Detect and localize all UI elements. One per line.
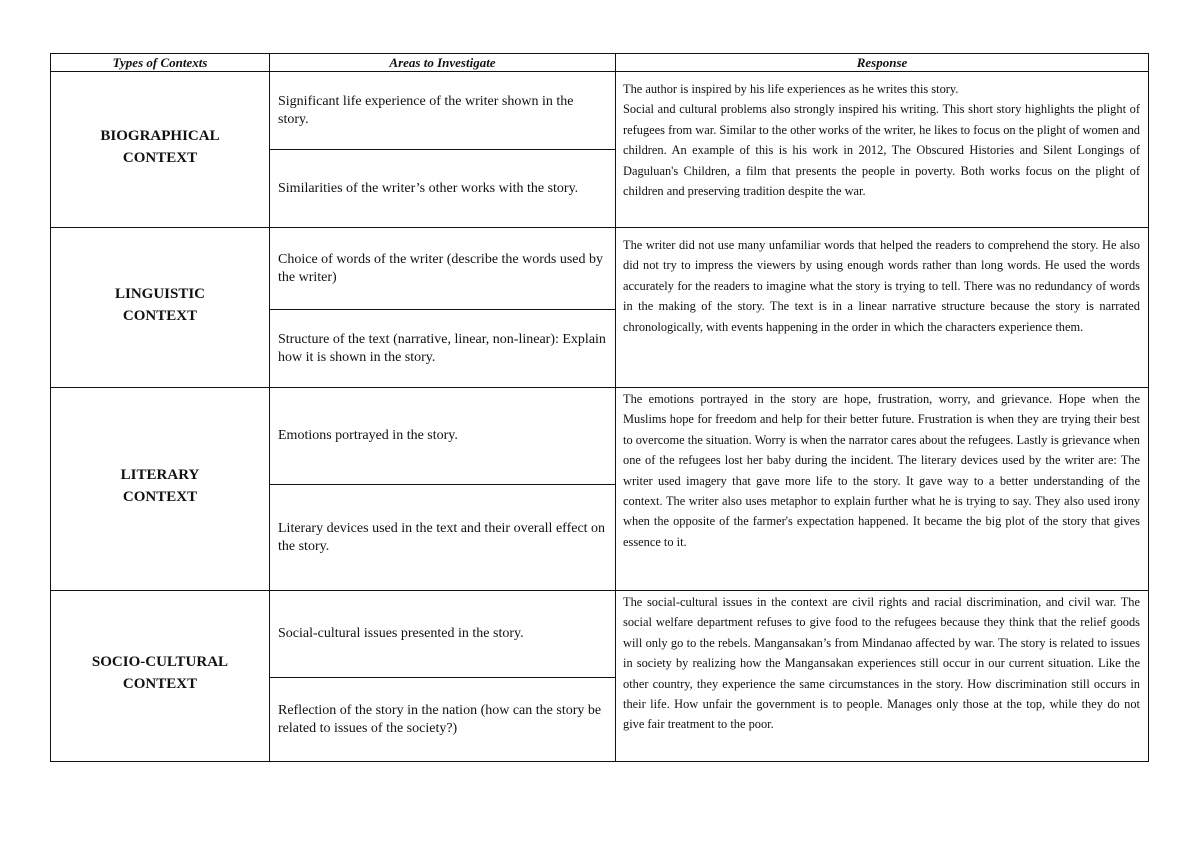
table-row: [51, 228, 1149, 310]
area-cell: Structure of the text (narrative, linear, non-linear): Explain how it is shown in the story.: [270, 310, 616, 388]
context-label: LINGUISTIC: [114, 285, 206, 302]
context-label: CONTEXT: [122, 489, 198, 505]
context-linguistic: [51, 228, 270, 388]
response-paragraph: Social and cultural problems also strongly inspired his writing. This short story highlights the plight of refugees from war. Similar to the other works of the writer, he likes to focus on the plight of women and children. An example of this is his work in 2012, The Obscured Histories and Silent Longings of Daguluan's Children, a film that presents the people in poverty. Both works focus on the plight of children and preserving tradition despite the war.: [623, 102, 1140, 199]
response-literary: [616, 388, 1149, 591]
table-row: [51, 72, 1149, 150]
contexts-table: [50, 53, 1149, 762]
context-label: CONTEXT: [122, 676, 198, 692]
table-row: [51, 388, 1149, 485]
context-label: LITERARY: [120, 467, 200, 483]
header-areas-to-investigate: Areas to Investigate: [270, 54, 616, 72]
header-types-of-contexts: Types of Contexts: [51, 54, 270, 72]
response-paragraph: The writer did not use many unfamiliar words that helped the readers to comprehend the story. He also did not try to impress the viewers by using enough words rather than long words. He used the words accurately for the readers to imagine what the story is trying to tell. There was no redundancy of words in the making of the story. The text is in a linear narrative structure because the story is narrated chronologically, with events happening in the order in which the characters experience them.: [623, 238, 1140, 334]
context-socio-cultural: [51, 591, 270, 762]
area-cell: Literary devices used in the text and their overall effect on the story.: [270, 485, 616, 591]
area-cell: Social-cultural issues presented in the story.: [270, 591, 616, 678]
area-cell: Significant life experience of the writer shown in the story.: [270, 72, 616, 150]
response-socio-cultural: [616, 591, 1149, 762]
context-label: CONTEXT: [122, 149, 198, 166]
area-cell: Similarities of the writer’s other works with the story.: [270, 150, 616, 228]
header-row: [51, 54, 1149, 72]
response-paragraph: The emotions portrayed in the story are hope, frustration, worry, and grievance. Hope when the Muslims hope for freedom and help for their better future. Frustration is when they are trying their best to overcome the situation. Worry is when the narrator cares about the refugees. Lastly is grievance when one of the refugees lost her baby during the incident. The literary devices used by the writer are: The writer used imagery that gave more life to the story. It gave way to a better understanding of the context. The writer also uses metaphor to explain further what he is trying to say. They also used irony when the opposite of the farmer's expectation happened. It became the big plot of the story that gives essence to it.: [623, 392, 1140, 549]
context-biographical: [51, 72, 270, 228]
context-label: BIOGRAPHICAL: [100, 127, 220, 144]
response-biographical: [616, 72, 1149, 228]
table-row: [51, 591, 1149, 678]
area-cell: Reflection of the story in the nation (how can the story be related to issues of the society?): [270, 678, 616, 762]
context-literary: [51, 388, 270, 591]
area-cell: Choice of words of the writer (describe the words used by the writer): [270, 228, 616, 310]
response-linguistic: [616, 228, 1149, 388]
context-label: CONTEXT: [122, 307, 198, 324]
response-paragraph: The author is inspired by his life experiences as he writes this story.: [623, 82, 959, 96]
area-cell: Emotions portrayed in the story.: [270, 388, 616, 485]
header-response: Response: [616, 54, 1149, 72]
context-label: SOCIO-CULTURAL: [91, 654, 229, 670]
response-paragraph: The social-cultural issues in the context are civil rights and racial discrimination, and civil war. The social welfare department refuses to give food to the refugees because they think that the relief goods will only go to the rebels. Mangansakan’s from Mindanao affected by war. The story is related to issues in society by realizing how the Mangansakan experiences still occur in our current situation. Like the other country, they experience the same circumstances in the story. How discrimination still occurs in their life. How unfair the government is to people. Manages only those at the top, while they do not give fair treatment to the poor.: [623, 595, 1140, 732]
